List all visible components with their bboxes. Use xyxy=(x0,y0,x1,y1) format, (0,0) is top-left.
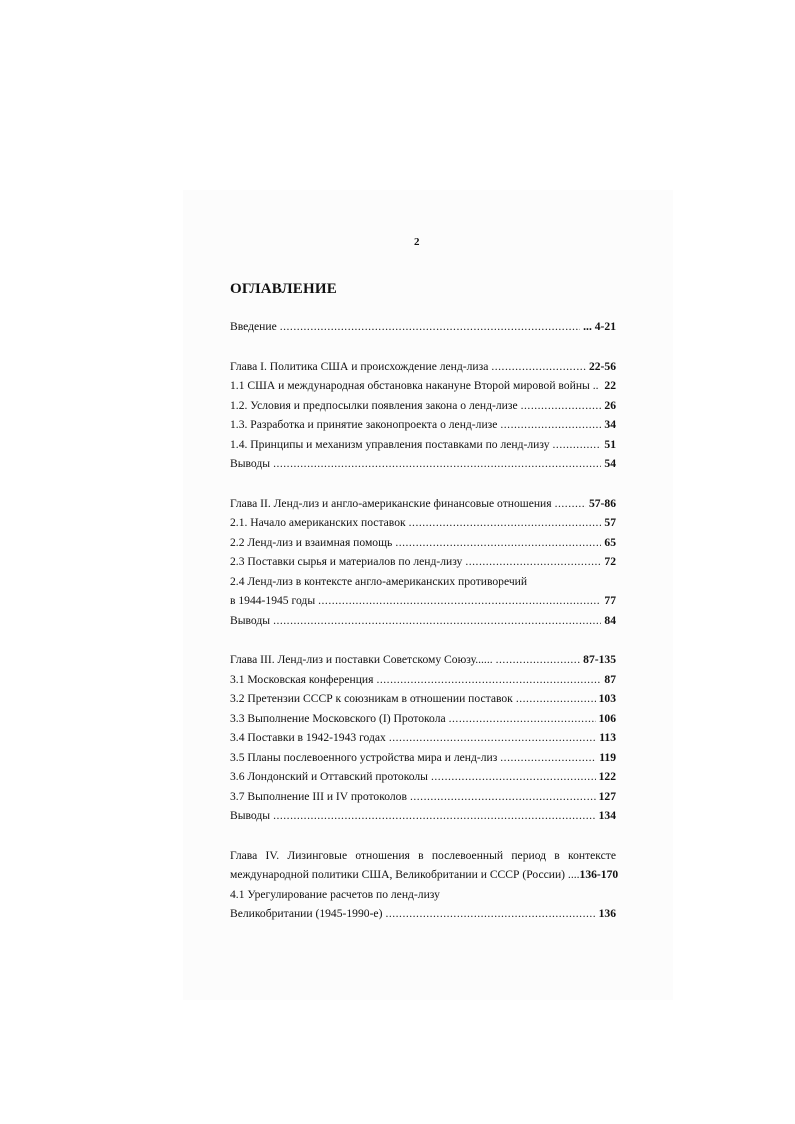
leader-dots xyxy=(449,709,596,729)
toc-entry-label: Введение xyxy=(230,320,277,333)
leader-dots xyxy=(376,670,601,690)
toc-entry-page: 54 xyxy=(604,457,616,470)
toc-entry-conclusions xyxy=(230,806,616,826)
toc-entry-page: 34 xyxy=(604,418,616,431)
toc-entry-label: 1.4. Принципы и механизм управления поставками по ленд-лизу xyxy=(230,437,550,451)
chapter-title: Глава III. Ленд-лиз и поставки Советскому Союзу...... xyxy=(230,653,493,666)
chapter-4-title-line-1: Глава IV. Лизинговые отношения в послевоенный период в контексте xyxy=(230,848,616,862)
toc-entry-label: 3.4 Поставки в 1942-1943 годах xyxy=(230,731,386,744)
leader-dots xyxy=(500,415,601,435)
leader-dots xyxy=(280,317,580,337)
chapter-pages: 22-56 xyxy=(588,359,616,373)
toc-entry xyxy=(230,376,616,396)
page-number: 2 xyxy=(414,236,420,248)
toc-entry xyxy=(230,513,616,533)
toc-entry-introduction xyxy=(230,317,616,337)
toc-entry-label: 3.3 Выполнение Московского (I) Протокола xyxy=(230,711,446,725)
leader-dots xyxy=(410,787,596,807)
toc-entry-label: 1.1 США и международная обстановка накануне Второй мировой войны .. xyxy=(230,379,599,392)
toc-entry-page: 136 xyxy=(598,907,616,920)
toc-entry-page: 122 xyxy=(598,770,616,783)
leader-dots xyxy=(385,904,595,924)
toc-entry xyxy=(230,670,616,690)
toc-entry-label: 1.3. Разработка и принятие законопроекта о ленд-лизе xyxy=(230,418,498,431)
table-of-contents xyxy=(230,317,619,924)
leader-dots xyxy=(516,689,596,709)
leader-dots xyxy=(318,591,601,611)
leader-dots xyxy=(273,454,601,474)
toc-chapter-4 xyxy=(230,865,619,885)
toc-entry xyxy=(230,787,616,807)
toc-entry-page: 22 xyxy=(604,379,616,392)
chapter-title: Глава II. Ленд-лиз и англо-американские финансовые отношения xyxy=(230,496,552,510)
toc-entry-label: 3.2 Претензии СССР к союзникам в отношении поставок xyxy=(230,692,513,705)
leader-dots xyxy=(555,494,586,514)
leader-dots xyxy=(431,767,596,787)
leader-dots xyxy=(395,533,601,553)
toc-entry xyxy=(230,728,616,748)
leader-dots xyxy=(496,650,581,670)
toc-entry xyxy=(230,904,616,924)
toc-entry-label: в 1944-1945 годы xyxy=(230,594,316,607)
toc-entry-page: 127 xyxy=(598,789,616,803)
toc-entry-page: 106 xyxy=(598,711,616,725)
toc-entry-page: 103 xyxy=(598,692,616,705)
leader-dots xyxy=(389,728,596,748)
toc-entry-page: 119 xyxy=(599,750,616,764)
toc-entry-label: 4.1 Урегулирование расчетов по ленд-лизу xyxy=(230,887,440,901)
toc-entry-label: 2.1. Начало американских поставок xyxy=(230,516,406,529)
chapter-pages: 136-170 xyxy=(579,868,619,881)
toc-entry-page: ... 4-21 xyxy=(583,320,616,333)
leader-dots xyxy=(553,435,602,455)
chapter-title: Глава I. Политика США и происхождение ленд-лиза xyxy=(230,359,489,373)
toc-entry xyxy=(230,767,616,787)
leader-dots xyxy=(273,611,601,631)
chapter-title: международной политики США, Великобритании и СССР (России) .... xyxy=(230,868,580,881)
toc-entry-label: 2.4 Ленд-лиз в контексте англо-американских противоречий xyxy=(230,574,528,588)
leader-dots xyxy=(491,357,586,377)
toc-entry-page: 57 xyxy=(604,516,616,529)
toc-entry-page: 84 xyxy=(604,613,616,627)
toc-entry-page: 87 xyxy=(604,672,616,686)
toc-entry-label: 3.1 Московская конференция xyxy=(230,672,374,686)
toc-entry-line xyxy=(230,572,616,592)
toc-entry xyxy=(230,396,616,416)
toc-chapter-1 xyxy=(230,357,616,377)
toc-entry-label: 2.3 Поставки сырья и материалов по ленд-лизу xyxy=(230,555,463,568)
toc-entry-conclusions xyxy=(230,454,616,474)
chapter-pages: 87-135 xyxy=(583,653,616,666)
toc-entry xyxy=(230,415,616,435)
leader-dots xyxy=(500,748,596,768)
toc-entry xyxy=(230,709,616,729)
toc-entry xyxy=(230,689,616,709)
toc-entry-page: 77 xyxy=(604,594,616,607)
toc-entry-label: Выводы xyxy=(230,613,271,627)
toc-entry-label: Выводы xyxy=(230,809,271,822)
toc-chapter-3 xyxy=(230,650,616,670)
toc-entry-label: 1.2. Условия и предпосылки появления закона о ленд-лизе xyxy=(230,398,518,412)
leader-dots xyxy=(273,806,596,826)
leader-dots xyxy=(465,552,601,572)
toc-entry-line xyxy=(230,885,616,905)
leader-dots xyxy=(521,396,602,416)
toc-entry-label: Выводы xyxy=(230,457,271,470)
toc-entry-conclusions xyxy=(230,611,616,631)
toc-entry xyxy=(230,552,616,572)
chapter-pages: 57-86 xyxy=(588,496,616,510)
toc-entry xyxy=(230,591,616,611)
toc-entry-label: 3.6 Лондонский и Оттавский протоколы xyxy=(230,770,428,783)
toc-heading: ОГЛАВЛЕНИЕ xyxy=(230,281,337,297)
toc-entry-label: 3.7 Выполнение III и IV протоколов xyxy=(230,789,407,803)
toc-entry-label: 3.5 Планы послевоенного устройства мира и ленд-лиз xyxy=(230,750,498,764)
toc-entry xyxy=(230,435,616,455)
toc-entry-page: 51 xyxy=(604,437,616,451)
toc-entry xyxy=(230,748,616,768)
toc-entry xyxy=(230,533,616,553)
toc-entry-page: 26 xyxy=(604,398,616,412)
toc-entry-page: 134 xyxy=(598,809,616,822)
toc-entry-page: 65 xyxy=(604,535,616,549)
toc-entry-page: 113 xyxy=(599,731,616,744)
toc-chapter-2 xyxy=(230,494,616,514)
leader-dots xyxy=(409,513,602,533)
toc-entry-page: 72 xyxy=(604,555,616,568)
toc-entry-label: 2.2 Ленд-лиз и взаимная помощь xyxy=(230,535,393,549)
toc-entry-label: Великобритании (1945-1990-е) xyxy=(230,907,383,920)
